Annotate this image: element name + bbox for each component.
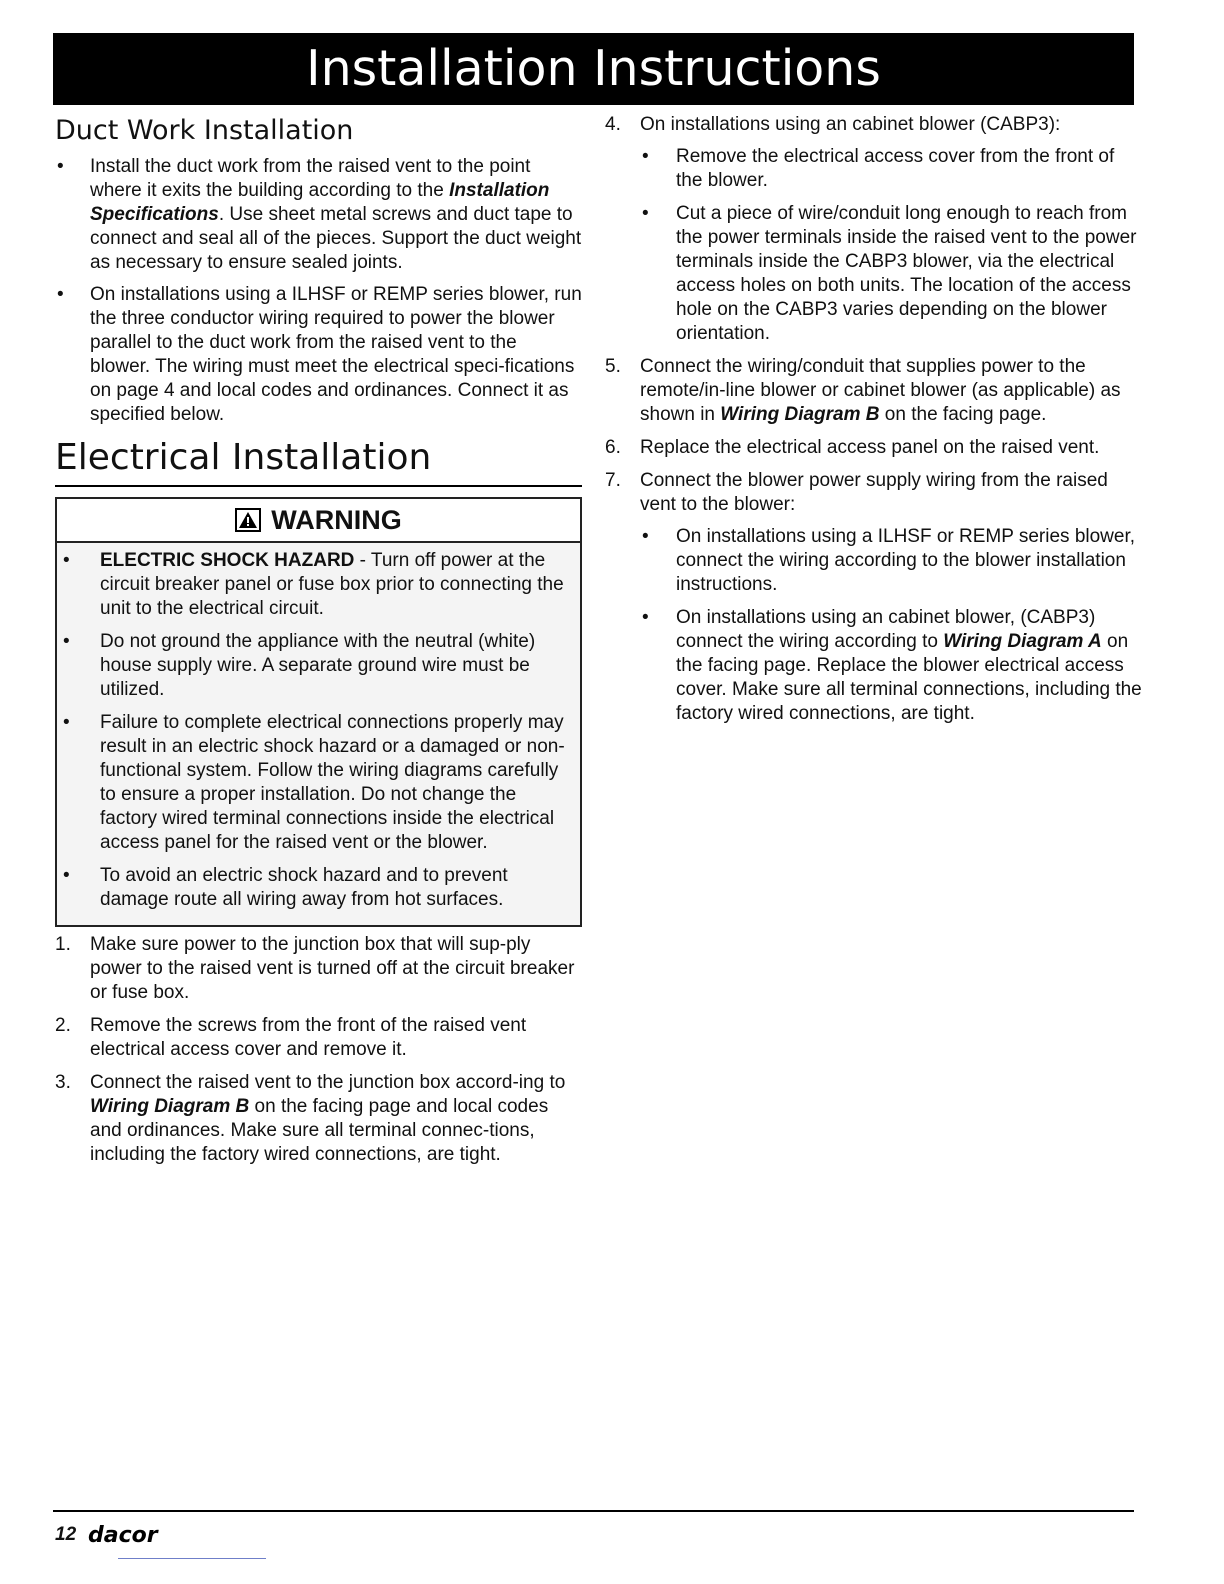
page-footer <box>55 1522 182 1548</box>
list-item <box>605 469 1145 726</box>
warning-item-2-text: Do not ground the appliance with the neutral (white) house supply wire. A separate ground wire must be utilized. <box>100 631 536 700</box>
right-column <box>605 113 1145 735</box>
step-number: 7. <box>605 470 621 491</box>
list-item <box>55 155 582 275</box>
section-divider <box>55 485 582 487</box>
step-7-sub-2-text: On installations using an cabinet blower, (CABP3) connect the wiring according to <box>676 607 1096 652</box>
list-item <box>57 864 570 912</box>
step-4-sublist <box>640 145 1145 346</box>
duct-work-list <box>55 155 582 427</box>
page-title-banner <box>53 33 1134 105</box>
step-number: 6. <box>605 437 621 458</box>
warning-title: WARNING <box>271 504 402 535</box>
footer-link-underline <box>118 1558 266 1559</box>
list-item <box>605 355 1145 427</box>
step-number: 3. <box>55 1072 71 1093</box>
bullet-icon: • <box>63 550 70 571</box>
step-number: 5. <box>605 356 621 377</box>
list-item <box>640 145 1145 193</box>
warning-triangle-icon <box>235 508 261 532</box>
step-number: 4. <box>605 114 621 135</box>
dacor-logo <box>86 1522 182 1548</box>
list-item <box>640 525 1145 597</box>
bullet-icon: • <box>63 631 70 652</box>
step-2-text: Remove the screws from the front of the raised vent electrical access cover and remove it. <box>90 1015 527 1060</box>
step-4-sub-2-text: Cut a piece of wire/conduit long enough to reach from the power terminals inside the raised vent to the power terminals inside the CABP3 blower, via the electrical access holes on both units. The location of the access hole on the CABP3 varies depending on the blower orientation. <box>676 203 1137 344</box>
step-4-sub-1-text: Remove the electrical access cover from the front of the blower. <box>676 146 1115 191</box>
list-item <box>55 933 582 1005</box>
step-3-text-end: on the facing page and local codes and ordinances. Make sure all terminal connec-tions, including the factory wired connections, are tight. <box>90 1096 549 1165</box>
step-5-text-end: on the facing page. <box>879 404 1047 425</box>
electrical-steps-right <box>605 113 1145 726</box>
warning-header <box>57 499 580 543</box>
shock-hazard-label: ELECTRIC SHOCK HAZARD <box>100 550 355 571</box>
duct-bullet-2-text: On installations using a ILHSF or REMP series blower, run the three conductor wiring required to power the blower parallel to the duct work from the raised vent to the blower. The wiring must meet the electrical speci-fications on page 4 and local codes and ordinances. Connect it as specified below. <box>90 284 582 425</box>
bullet-icon: • <box>63 865 70 886</box>
step-7-sub-1-text: On installations using a ILHSF or REMP series blower, connect the wiring according to the blower installation instructions. <box>676 526 1136 595</box>
warning-item-3-text: Failure to complete electrical connections properly may result in an electric shock hazard or a damaged or non-functional system. Follow the wiring diagrams carefully to ensure a proper installation. Do not change the factory wired terminal connections inside the electrical access panel for the raised vent or the blower. <box>100 712 565 853</box>
step-3-text: Connect the raised vent to the junction box accord-ing to <box>90 1072 566 1093</box>
left-column <box>55 113 582 1176</box>
bullet-icon: • <box>642 607 649 628</box>
electrical-steps-left <box>55 933 582 1167</box>
step-number: 1. <box>55 934 71 955</box>
step-7-sub-2-text-end: on the facing page. Replace the blower electrical access cover. Make sure all terminal connections, including the factory wired connections, are tight. <box>676 631 1142 724</box>
step-7-sublist <box>640 525 1145 726</box>
electrical-installation-heading: Electrical Installation <box>55 437 432 478</box>
wiring-diagram-b-ref: Wiring Diagram B <box>720 404 880 425</box>
bullet-icon: • <box>642 146 649 167</box>
step-7-text: Connect the blower power supply wiring from the raised vent to the blower: <box>640 470 1108 515</box>
step-4-text: On installations using an cabinet blower (CABP3): <box>640 114 1061 135</box>
page-title: Installation Instructions <box>306 40 881 97</box>
svg-text:dacor: dacor <box>88 1523 158 1548</box>
warning-item-1-text: - Turn off power at the circuit breaker panel or fuse box prior to connecting the unit to the electrical circuit. <box>100 550 564 619</box>
footer-divider <box>53 1510 1134 1512</box>
list-item <box>55 1014 582 1062</box>
list-item <box>605 113 1145 346</box>
step-5-text: Connect the wiring/conduit that supplies power to the remote/in-line blower or cabinet blower (as applicable) as shown in <box>640 356 1121 425</box>
list-item <box>55 1071 582 1167</box>
list-item <box>57 711 570 855</box>
page-number: 12 <box>55 1524 77 1545</box>
warning-item-4-text: To avoid an electric shock hazard and to prevent damage route all wiring away from hot surfaces. <box>100 865 508 910</box>
bullet-icon: • <box>63 712 70 733</box>
duct-work-heading: Duct Work Installation <box>55 115 354 146</box>
wiring-diagram-b-ref: Wiring Diagram B <box>90 1096 250 1117</box>
list-item <box>57 630 570 702</box>
list-item <box>605 436 1145 460</box>
step-1-text: Make sure power to the junction box that will sup-ply power to the raised vent is turned off at the circuit breaker or fuse box. <box>90 934 575 1003</box>
step-6-text: Replace the electrical access panel on the raised vent. <box>640 437 1100 458</box>
list-item <box>640 202 1145 346</box>
list-item <box>57 549 570 621</box>
warning-list <box>57 543 580 925</box>
step-number: 2. <box>55 1015 71 1036</box>
bullet-icon: • <box>57 284 64 305</box>
bullet-icon: • <box>57 156 64 177</box>
wiring-diagram-a-ref: Wiring Diagram A <box>943 631 1102 652</box>
duct-bullet-1-text: Install the duct work from the raised vent to the point where it exits the building according to the <box>90 156 531 201</box>
list-item <box>640 606 1145 726</box>
duct-bullet-1-text-end: . Use sheet metal screws and duct tape to connect and seal all of the pieces. Support the duct weight as necessary to ensure sealed joints. <box>90 204 582 273</box>
list-item <box>55 283 582 427</box>
bullet-icon: • <box>642 203 649 224</box>
bullet-icon: • <box>642 526 649 547</box>
installation-specifications-ref: Installation Specifications <box>90 180 550 225</box>
warning-box <box>55 497 582 927</box>
